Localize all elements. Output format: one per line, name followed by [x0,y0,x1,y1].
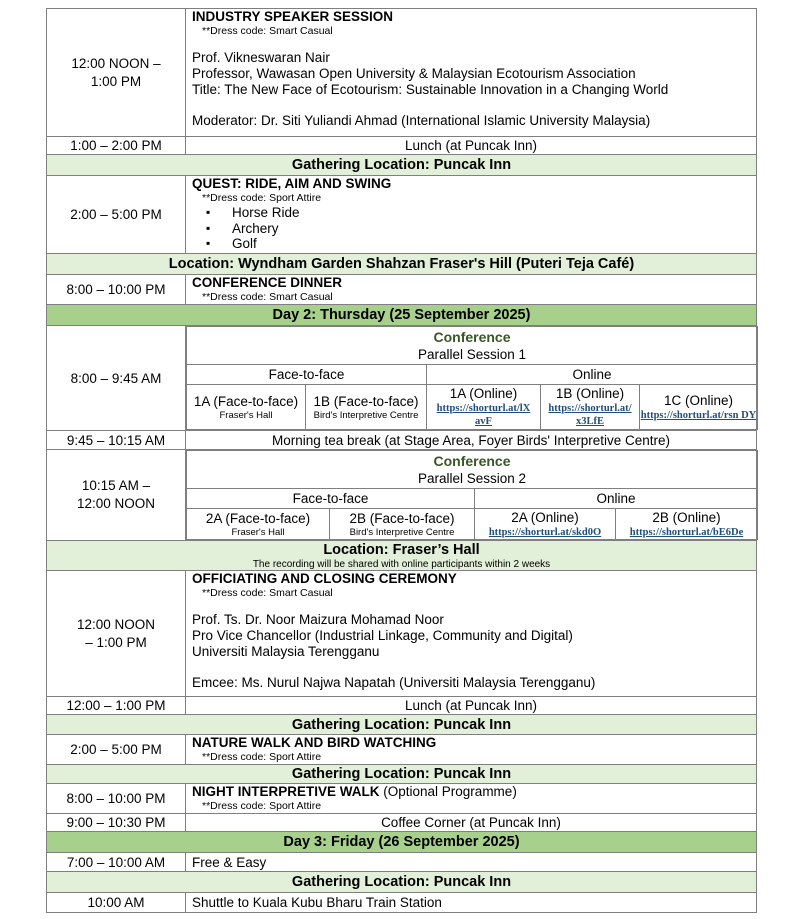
session-cell [186,275,757,305]
row-tea-break [47,431,757,450]
time-cell: 2:00 – 5:00 PM [47,735,186,765]
row-closing-ceremony [47,571,757,697]
session-2b-f2f: 2B (Face-to-face) Bird's Interpretive Centre [330,509,475,540]
moderator: Moderator: Dr. Siti Yuliandi Ahmad (International Islamic University Malaysia) [192,112,651,128]
time-cell: 12:00 – 1:00 PM [47,697,186,715]
location-band: Gathering Location: Puncak Inn [47,155,757,176]
location-band [47,541,757,571]
time-cell: 8:00 – 9:45 AM [47,326,186,431]
parallel-session-1-grid [186,326,758,430]
row-industry-speaker [47,9,757,137]
session-2b-link[interactable]: https://shorturl.at/bE6De [629,526,744,538]
day-band: Day 2: Thursday (25 September 2025) [47,305,757,326]
time-cell: 7:00 – 10:00 AM [47,853,186,872]
activity-cell: Lunch (at Puncak Inn) [186,697,757,715]
row-band-wyndham [47,254,757,275]
dress-code: **Dress code: Smart Casual [202,291,333,303]
time-cell: 1:00 – 2:00 PM [47,137,186,155]
session-2a-online: 2A (Online) https://shorturl.at/skd0O [475,509,616,540]
list-item: ▪ Archery [232,221,756,237]
activity-cell: Lunch (at Puncak Inn) [186,137,757,155]
session-cell [186,784,757,814]
location-title: Location: Fraser’s Hall [323,541,480,558]
conference-label: Conference [433,452,511,469]
row-band-gathering-1 [47,155,757,176]
location-band: Gathering Location: Puncak Inn [47,715,757,735]
online-header: Online [427,365,758,385]
session-grid-cell [186,326,757,431]
time-cell: 8:00 – 10:00 PM [47,275,186,305]
session-label: Parallel Session 2 [417,470,527,486]
activity-list [192,205,756,252]
time-cell: 9:00 – 10:30 PM [47,814,186,832]
conference-label: Conference [433,328,511,345]
location-band: Location: Wyndham Garden Shahzan Fraser's Hill (Puteri Teja Café) [47,254,757,275]
online-header: Online [475,489,758,509]
session-title: QUEST: RIDE, AIM AND SWING [192,176,392,191]
row-shuttle [47,893,757,913]
face-to-face-header: Face-to-face [187,365,427,385]
session-title: OFFICIATING AND CLOSING CEREMONY [192,571,457,586]
session-cell [186,735,757,765]
dress-code: **Dress code: Sport Attire [202,192,322,204]
session-title: CONFERENCE DINNER [192,275,343,290]
row-day-2 [47,305,757,326]
session-1a-link[interactable]: https://shorturl.at/lX avF [436,403,531,427]
activity-cell: Shuttle to Kuala Kubu Bharu Train Station [186,893,757,913]
session-1c-link[interactable]: https://shorturl.at/rsn DY [640,409,757,421]
time-cell: 12:00 NOON – 1:00 PM [47,571,186,697]
activity-cell: Morning tea break (at Stage Area, Foyer Birds' Interpretive Centre) [186,431,757,450]
location-note: The recording will be shared with online participants within 2 weeks [252,558,551,570]
time-cell: 9:45 – 10:15 AM [47,431,186,450]
session-1a-online: 1A (Online) https://shorturl.at/lX avF [427,385,541,430]
dress-code: **Dress code: Sport Attire [202,751,322,763]
speaker-name: Prof. Ts. Dr. Noor Maizura Mohamad Noor [192,612,444,627]
session-title: NATURE WALK AND BIRD WATCHING [192,735,437,750]
talk-title: Title: The New Face of Ecotourism: Sustainable Innovation in a Changing World [192,82,669,98]
speaker-position: Pro Vice Chancellor (Industrial Linkage, Community and Digital) [192,628,573,644]
row-band-gathering-4 [47,872,757,893]
activity-cell: Coffee Corner (at Puncak Inn) [186,814,757,832]
row-nature-walk [47,735,757,765]
row-day-3 [47,832,757,853]
dress-code: **Dress code: Sport Attire [202,800,322,812]
session-label: Parallel Session 1 [417,346,527,362]
session-cell [186,9,757,137]
session-2a-link[interactable]: https://shorturl.at/skd0O [488,526,602,538]
activity-cell: Free & Easy [186,853,757,872]
schedule-table [46,8,757,913]
session-cell [186,176,757,254]
row-lunch-2 [47,697,757,715]
row-parallel-session-2 [47,450,757,541]
emcee: Emcee: Ms. Nurul Najwa Napatah (Universiti Malaysia Terengganu) [192,674,596,690]
row-band-gathering-3 [47,765,757,784]
day-band: Day 3: Friday (26 September 2025) [47,832,757,853]
face-to-face-header: Face-to-face [187,489,475,509]
session-1b-online: 1B (Online) https://shorturl.at/ x3LfE [541,385,640,430]
session-grid-cell [186,450,757,541]
session-1c-online: 1C (Online) https://shorturl.at/rsn DY [640,385,758,430]
session-title: INDUSTRY SPEAKER SESSION [192,9,394,24]
list-item: ▪ Horse Ride [232,205,756,221]
row-quest [47,176,757,254]
session-1a-f2f: 1A (Face-to-face) Fraser's Hall [187,385,306,430]
location-band: Gathering Location: Puncak Inn [47,765,757,784]
row-free-easy [47,853,757,872]
session-title: NIGHT INTERPRETIVE WALK (Optional Programme) [192,784,517,799]
time-cell: 8:00 – 10:00 PM [47,784,186,814]
row-night-walk [47,784,757,814]
session-2b-online: 2B (Online) https://shorturl.at/bE6De [616,509,758,540]
row-parallel-session-1 [47,326,757,431]
speaker-institution: Universiti Malaysia Terengganu [192,644,380,660]
row-band-frasers-hall [47,541,757,571]
time-cell: 2:00 – 5:00 PM [47,176,186,254]
row-conference-dinner [47,275,757,305]
time-cell: 10:00 AM [47,893,186,913]
time-cell: 10:15 AM – 12:00 NOON [47,450,186,541]
row-coffee-corner [47,814,757,832]
list-item: ▪ Golf [232,236,756,252]
row-lunch-1 [47,137,757,155]
row-band-gathering-2 [47,715,757,735]
session-cell [186,571,757,697]
session-1b-f2f: 1B (Face-to-face) Bird's Interpretive Centre [306,385,427,430]
location-band: Gathering Location: Puncak Inn [47,872,757,893]
time-cell: 12:00 NOON – 1:00 PM [47,9,186,137]
dress-code: **Dress code: Smart Casual [202,25,333,37]
parallel-session-2-grid [186,450,758,540]
session-2a-f2f: 2A (Face-to-face) Fraser's Hall [187,509,330,540]
dress-code: **Dress code: Smart Casual [202,587,333,599]
speaker-name: Prof. Vikneswaran Nair [192,50,330,65]
speaker-affiliation: Professor, Wawasan Open University & Malaysian Ecotourism Association [192,66,636,82]
session-1b-link[interactable]: https://shorturl.at/ x3LfE [548,403,632,427]
optional-note: (Optional Programme) [379,784,517,799]
